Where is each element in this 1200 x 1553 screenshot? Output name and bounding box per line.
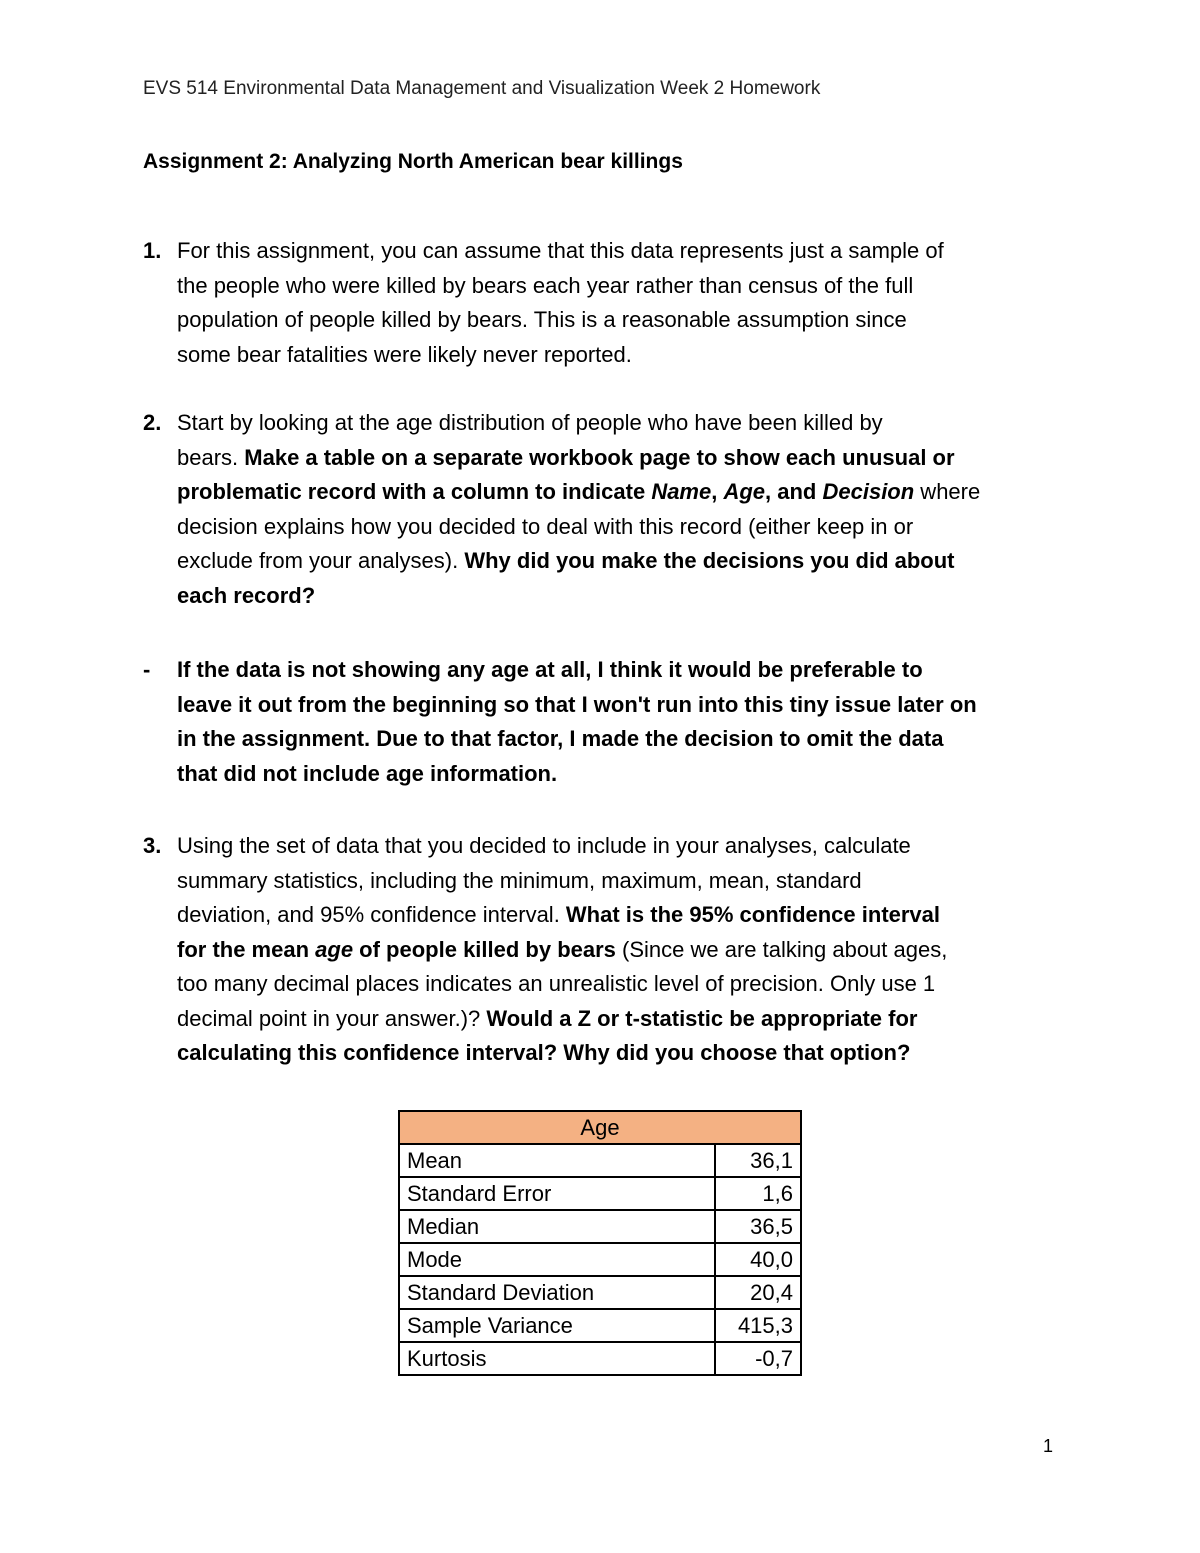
table-row: [399, 1144, 801, 1177]
question-2: [143, 406, 1073, 613]
stat-value: 415,3: [715, 1309, 801, 1342]
question-line: for the mean age of people killed by bears (Since we are talking about ages,: [177, 936, 948, 962]
answer-bullet: -: [143, 657, 151, 682]
page-number: 1: [1043, 1436, 1054, 1456]
age-statistics-table: [398, 1110, 802, 1376]
question-line: decision explains how you decided to deal with this record (either keep in or: [177, 513, 914, 539]
table-row: [399, 1243, 801, 1276]
question-line: some bear fatalities were likely never reported.: [177, 341, 632, 367]
stat-label: Sample Variance: [399, 1309, 715, 1342]
question-line: deviation, and 95% confidence interval. What is the 95% confidence interval: [177, 902, 941, 927]
question-line: problematic record with a column to indicate Name, Age, and Decision where: [177, 479, 981, 504]
stat-value: 36,1: [715, 1144, 801, 1177]
question-line: For this assignment, you can assume that this data represents just a sample of: [177, 238, 944, 263]
question-line: calculating this confidence interval? Why did you choose that option?: [177, 1040, 911, 1065]
stat-value: -0,7: [715, 1342, 801, 1375]
document-header: EVS 514 Environmental Data Management and Visualization Week 2 Homework: [143, 78, 821, 99]
table-row: [399, 1276, 801, 1309]
stat-label: Standard Error: [399, 1177, 715, 1210]
answer-line: that did not include age information.: [177, 760, 558, 786]
stat-value: 20,4: [715, 1276, 801, 1309]
question-line: exclude from your analyses). Why did you make the decisions you did about: [177, 548, 955, 573]
stat-label: Mode: [399, 1243, 715, 1276]
question-line: decimal point in your answer.)? Would a Z or t-statistic be appropriate for: [177, 1005, 918, 1031]
stat-label: Kurtosis: [399, 1342, 715, 1375]
assignment-title: Assignment 2: Analyzing North American bear killings: [143, 150, 683, 173]
table-row: [399, 1309, 801, 1342]
table-row: [399, 1210, 801, 1243]
stat-value: 36,5: [715, 1210, 801, 1243]
question-line: the people who were killed by bears each year rather than census of the full: [177, 272, 914, 298]
stat-value: 1,6: [715, 1177, 801, 1210]
question-line: too many decimal places indicates an unrealistic level of precision. Only use 1: [177, 971, 936, 996]
question-line: bears. Make a table on a separate workbook page to show each unusual or: [177, 444, 955, 470]
question-line: population of people killed by bears. This is a reasonable assumption since: [177, 307, 907, 332]
question-number: 1.: [143, 238, 162, 263]
table-header-row: [399, 1111, 801, 1144]
question-3: [143, 829, 1073, 1071]
answer-block: [143, 653, 1073, 791]
stat-label: Mean: [399, 1144, 715, 1177]
answer-line: in the assignment. Due to that factor, I made the decision to omit the data: [177, 726, 944, 751]
question-number: 3.: [143, 833, 162, 858]
question-line: summary statistics, including the minimum, maximum, mean, standard: [177, 867, 862, 893]
stat-value: 40,0: [715, 1243, 801, 1276]
question-line: each record?: [177, 582, 316, 608]
answer-line: leave it out from the beginning so that I won't run into this tiny issue later on: [177, 691, 977, 717]
table-row: [399, 1342, 801, 1375]
stat-label: Median: [399, 1210, 715, 1243]
table-row: [399, 1177, 801, 1210]
question-line: Start by looking at the age distribution of people who have been killed by: [177, 410, 883, 435]
question-number: 2.: [143, 410, 162, 435]
answer-line: If the data is not showing any age at all, I think it would be preferable to: [177, 657, 923, 682]
stat-label: Standard Deviation: [399, 1276, 715, 1309]
table-header-cell: Age: [399, 1111, 801, 1144]
question-1: [143, 234, 1073, 372]
question-line: Using the set of data that you decided to include in your analyses, calculate: [177, 833, 911, 858]
